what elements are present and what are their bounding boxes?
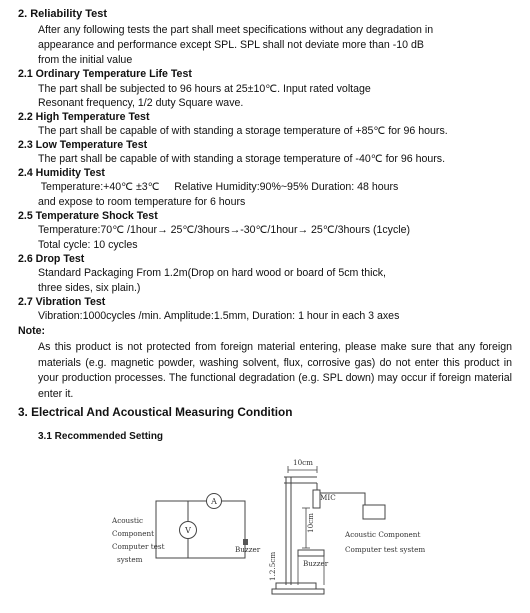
- dimension-top-label: 10cm: [293, 458, 313, 467]
- section-2-2-body: The part shall be capable of with standing a storage temperature of +85℃ for 96 hours.: [38, 125, 448, 137]
- section-2-7-body: Vibration:1000cycles /min. Amplitude:1.5mm, Duration: 1 hour in each 3 axes: [38, 310, 400, 322]
- microphone-icon: [313, 490, 320, 508]
- right-label-computer-test-system: Computer test system: [345, 545, 426, 554]
- section-2-3-title: 2.3 Low Temperature Test: [18, 139, 148, 151]
- section-2-body-line-3: from the initial value: [38, 54, 133, 66]
- section-2-4-body-line-2: and expose to room temperature for 6 hours: [38, 196, 246, 208]
- section-2-1-body-line-1: The part shall be subjected to 96 hours at 25±10℃. Input rated voltage: [38, 83, 371, 95]
- dimension-top: [288, 466, 317, 473]
- section-2-body-line-1: After any following tests the part shall meet specifications without any degradation in: [38, 24, 434, 36]
- section-2-7-title: 2.7 Vibration Test: [18, 296, 106, 308]
- left-label-computer-test: Computer test: [112, 542, 165, 551]
- dimension-side-label: 10cm: [306, 513, 315, 533]
- voltmeter-label: V: [185, 526, 191, 535]
- section-3-title: 3. Electrical And Acoustical Measuring Condition: [18, 405, 293, 419]
- buzzer-right-label: Buzzer: [303, 559, 329, 568]
- note-title: Note:: [18, 325, 46, 337]
- section-2-6-title: 2.6 Drop Test: [18, 253, 85, 265]
- left-label-component: Component: [112, 529, 154, 538]
- left-label-system: system: [117, 555, 143, 564]
- dimension-bottom-label: 1.2.5cm: [268, 551, 277, 581]
- buzzer-left-label: Buzzer: [235, 545, 261, 554]
- section-2-4-body-line-1: Temperature:+40℃ ±3℃ Relative Humidity:90%~95% Duration: 48 hours: [38, 181, 399, 193]
- section-2-6-body-line-2: three sides, six plain.): [38, 282, 141, 294]
- section-2-title: 2. Reliability Test: [18, 8, 108, 20]
- section-2-5-body-line-2: Total cycle: 10 cycles: [38, 239, 138, 251]
- right-label-acoustic-component: Acoustic Component: [345, 530, 421, 539]
- note-body: As this product is not protected from foreign material entering, please make sure that any foreign materials (e.g. magnetic powder, washing solvent, flux, corrosive gas) do not enter this product in your production processes. The functional degradation (e.g. SPL down) may occur if foreign material enter it.: [38, 341, 512, 400]
- section-2-2-title: 2.2 High Temperature Test: [18, 111, 150, 123]
- section-2-4-title: 2.4 Humidity Test: [18, 167, 105, 179]
- section-2-body-line-2: appearance and performance except SPL. SPL shall not deviate more than -10 dB: [38, 39, 424, 51]
- section-2-5-title: 2.5 Temperature Shock Test: [18, 210, 158, 222]
- mic-label: MIC: [320, 493, 336, 502]
- ammeter-label: A: [211, 497, 217, 506]
- section-2-1-body-line-2: Resonant frequency, 1/2 duty Square wave.: [38, 97, 244, 109]
- measuring-setup-diagram: [0, 433, 530, 613]
- section-2-5-body-line-1: Temperature:70℃ /1hour→ 25℃/3hours→-30℃/1hour→ 25℃/3hours (1cycle): [38, 224, 411, 236]
- section-2-3-body: The part shall be capable of with standing a storage temperature of -40℃ for 96 hours.: [38, 153, 446, 165]
- section-2-1-title: 2.1 Ordinary Temperature Life Test: [18, 68, 192, 80]
- buzzer-icon: [298, 550, 324, 556]
- section-3-1-title: 3.1 Recommended Setting: [38, 431, 164, 442]
- section-2-6-body-line-1: Standard Packaging From 1.2m(Drop on hard wood or board of 5cm thick,: [38, 267, 387, 279]
- acoustic-component-box: [363, 505, 385, 519]
- circuit-wiring: [156, 501, 245, 558]
- left-label-acoustic: Acoustic: [112, 516, 144, 525]
